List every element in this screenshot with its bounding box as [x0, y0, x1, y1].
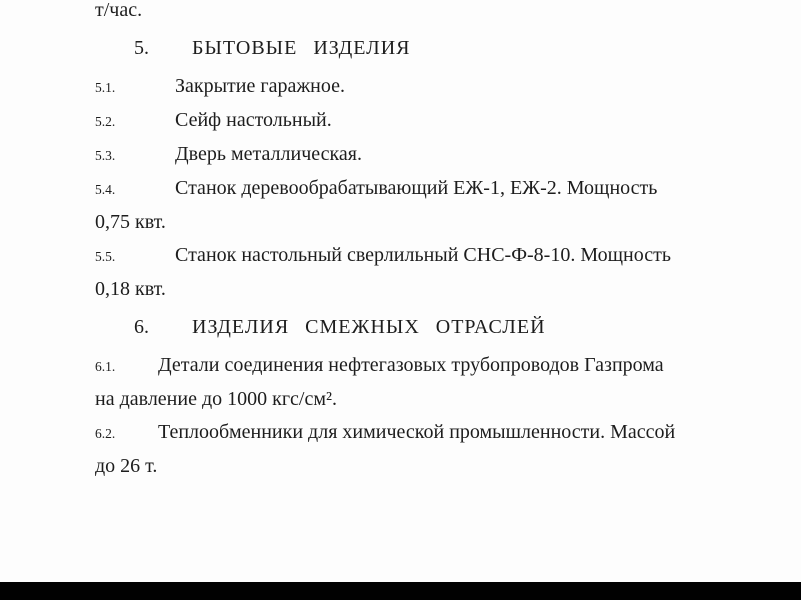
list-item	[95, 239, 771, 306]
item-text: Закрытие гаражное.	[175, 75, 345, 97]
item-continuation-line: 0,18 квт.	[95, 278, 166, 300]
sections-container	[95, 32, 771, 483]
item-continuation-line: 0,75 квт.	[95, 211, 166, 233]
item-first-line	[95, 349, 771, 383]
section	[95, 32, 771, 306]
item-first-line	[95, 138, 771, 172]
item-first-line	[95, 239, 771, 273]
item-first-line	[95, 172, 771, 206]
item-number: 5.5.	[95, 249, 116, 264]
list-item	[95, 138, 771, 172]
list-item	[95, 416, 771, 483]
item-first-line	[95, 104, 771, 138]
item-text: Теплообменники для химической промышленности. Массой	[158, 421, 676, 443]
item-number: 5.4.	[95, 182, 116, 197]
list-item	[95, 104, 771, 138]
item-text: Детали соединения нефтегазовых трубопроводов Газпрома	[158, 354, 664, 376]
paragraph-continuation-line: т/час.	[95, 0, 143, 21]
item-number: 5.1.	[95, 80, 116, 95]
item-first-line	[95, 416, 771, 450]
item-number: 6.2.	[95, 426, 116, 441]
document-content	[95, 0, 771, 483]
item-first-line	[95, 70, 771, 104]
section	[95, 311, 771, 483]
section-number: 5.	[134, 37, 149, 59]
item-continuation-line: на давление до 1000 кгс/см².	[95, 388, 338, 410]
section-title: ИЗДЕЛИЯ СМЕЖНЫХ ОТРАСЛЕЙ	[192, 316, 546, 338]
item-text: Станок настольный сверлильный СНС-Ф-8-10. Мощность	[175, 244, 671, 266]
item-continuation-line: до 26 т.	[95, 455, 158, 477]
section-title: БЫТОВЫЕ ИЗДЕЛИЯ	[192, 37, 411, 59]
item-text: Сейф настольный.	[175, 109, 332, 131]
section-heading	[134, 311, 771, 344]
section-heading	[134, 32, 771, 65]
list-item	[95, 172, 771, 239]
page-edge-bar	[0, 582, 801, 600]
item-number: 5.3.	[95, 148, 116, 163]
list-item	[95, 70, 771, 104]
item-text: Дверь металлическая.	[175, 143, 363, 165]
item-number: 6.1.	[95, 359, 116, 374]
list-item	[95, 349, 771, 416]
item-text: Станок деревообрабатывающий ЕЖ-1, ЕЖ-2. Мощность	[175, 177, 658, 199]
section-number: 6.	[134, 316, 149, 338]
item-number: 5.2.	[95, 114, 116, 129]
